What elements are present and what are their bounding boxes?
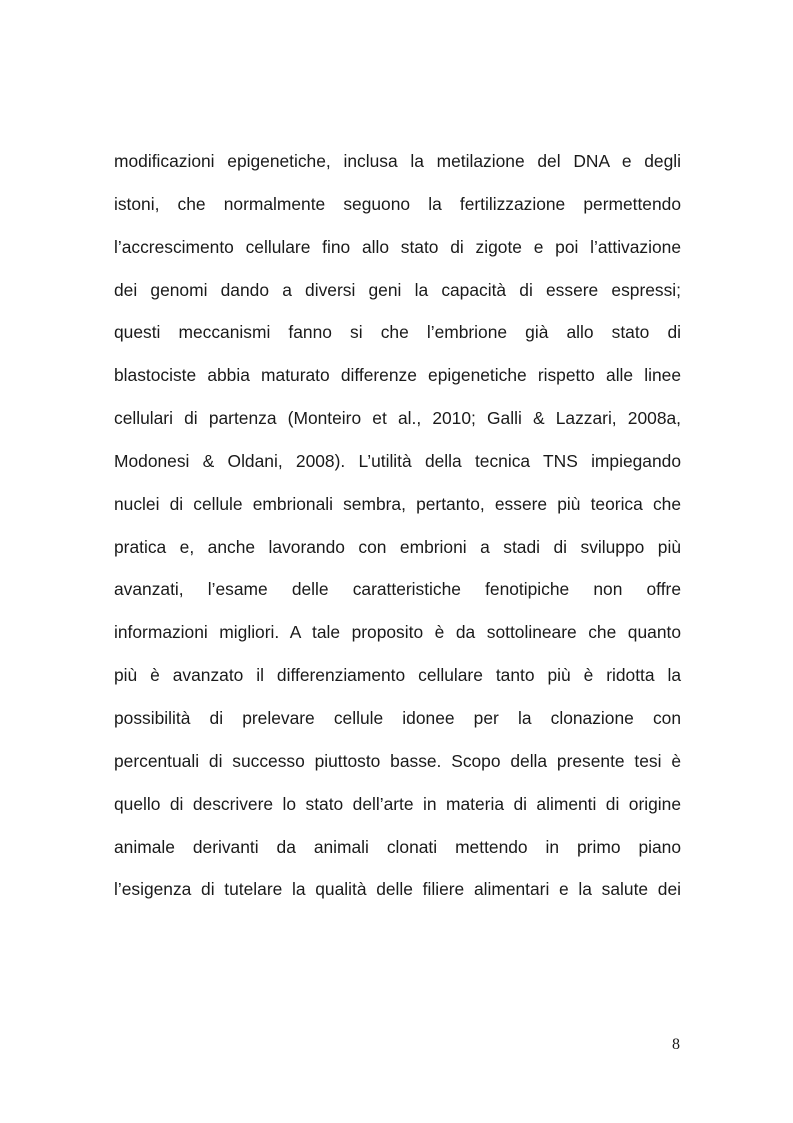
text-line: pratica e, anche lavorando con embrioni a stadi di sviluppo più	[114, 536, 681, 557]
text-line: avanzati, l’esame delle caratteristiche fenotipiche non offre	[114, 579, 681, 600]
text-line: modificazioni epigenetiche, inclusa la metilazione del DNA e degli	[114, 151, 681, 171]
text-line: possibilità di prelevare cellule idonee per la clonazione con	[114, 707, 681, 728]
text-line: Modonesi & Oldani, 2008). L’utilità della tecnica TNS impiegando	[114, 450, 681, 471]
text-line: quello di descrivere lo stato dell’arte in materia di alimenti di origine	[114, 793, 681, 814]
text-line: questi meccanismi fanno si che l’embrione già allo stato di	[114, 322, 681, 343]
text-line: l’esigenza di tutelare la qualità delle filiere alimentari e la salute dei	[114, 879, 681, 900]
text-line: l’accrescimento cellulare fino allo stato di zigote e poi l’attivazione	[114, 236, 681, 257]
text-line: nuclei di cellule embrionali sembra, pertanto, essere più teorica che	[114, 493, 681, 514]
text-line: blastociste abbia maturato differenze epigenetiche rispetto alle linee	[114, 365, 681, 386]
text-line: cellulari di partenza (Monteiro et al., 2010; Galli & Lazzari, 2008a,	[114, 408, 681, 429]
text-line: animale derivanti da animali clonati mettendo in primo piano	[114, 836, 681, 857]
page-number: 8	[672, 1036, 680, 1053]
text-line: istoni, che normalmente seguono la fertilizzazione permettendo	[114, 193, 681, 214]
body-paragraph	[114, 140, 681, 911]
text-line: dei genomi dando a diversi geni la capacità di essere espressi;	[114, 279, 681, 300]
text-line: percentuali di successo piuttosto basse. Scopo della presente tesi è	[114, 750, 681, 771]
text-line: più è avanzato il differenziamento cellulare tanto più è ridotta la	[114, 665, 681, 686]
text-line: informazioni migliori. A tale proposito è da sottolineare che quanto	[114, 622, 681, 643]
